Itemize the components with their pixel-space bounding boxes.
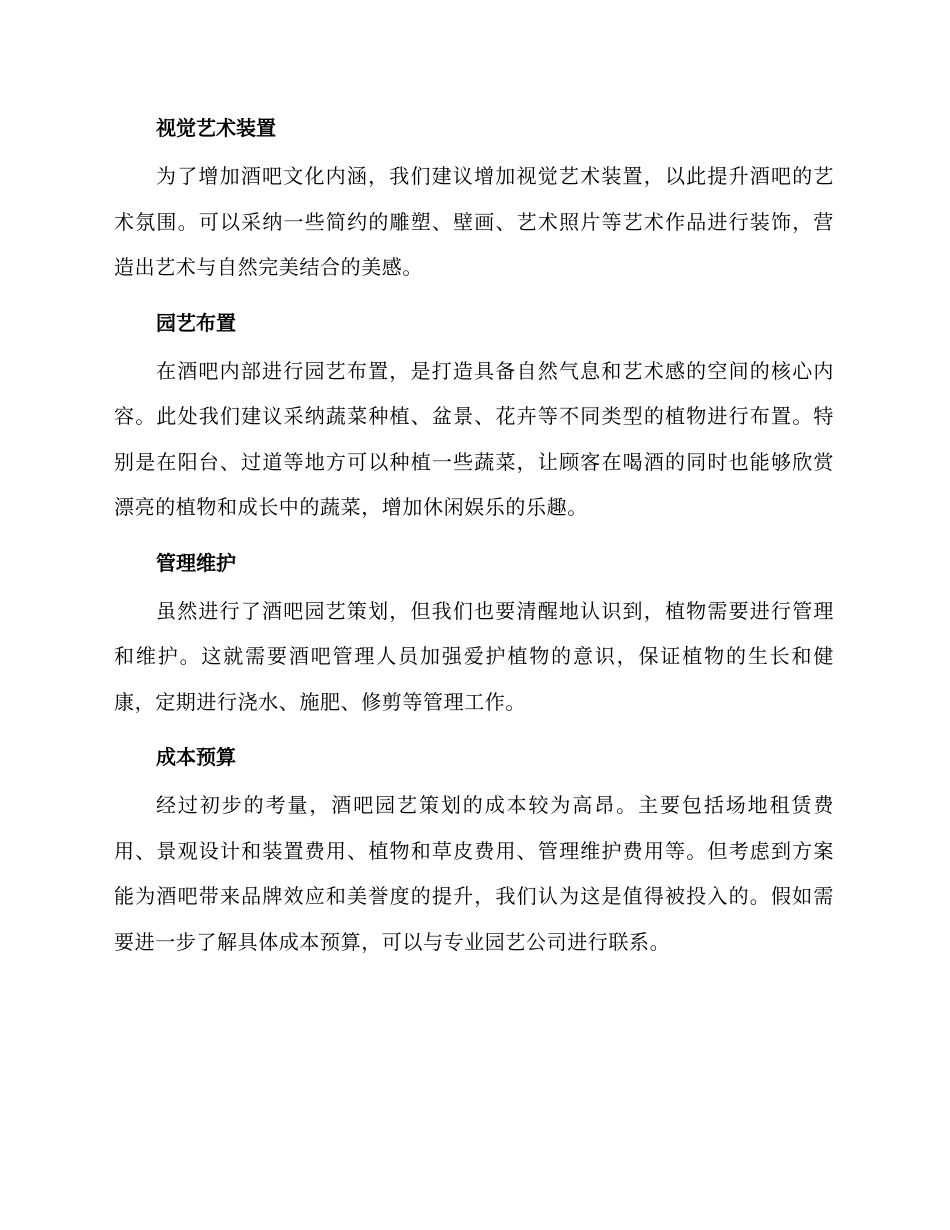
document-content: [114, 108, 834, 977]
section-heading: 管理维护: [156, 550, 236, 575]
section-gardening: [114, 303, 834, 531]
section-maintenance: [114, 543, 834, 726]
section-paragraph: 为了增加酒吧文化内涵，我们建议增加视觉艺术装置，以此提升酒吧的艺术氛围。可以采纳一些简约的雕塑、壁画、艺术照片等艺术作品进行装饰，营造出艺术与自然完美结合的美感。: [114, 164, 834, 279]
section-heading: 园艺布置: [156, 310, 236, 335]
section-heading: 视觉艺术装置: [156, 116, 276, 140]
section-paragraph: 在酒吧内部进行园艺布置，是打造具备自然气息和艺术感的空间的核心内容。此处我们建议采纳蔬菜种植、盆景、花卉等不同类型的植物进行布置。特别是在阳台、过道等地方可以种植一些蔬菜，让顾客在喝酒的同时也能够欣赏漂亮的植物和成长中的蔬菜，增加休闲娱乐的乐趣。: [114, 358, 834, 519]
section-paragraph: 虽然进行了酒吧园艺策划，但我们也要清醒地认识到，植物需要进行管理和维护。这就需要酒吧管理人员加强爱护植物的意识，保证植物的生长和健康，定期进行浇水、施肥、修剪等管理工作。: [114, 598, 834, 714]
section-budget: [114, 737, 834, 965]
section-visual-art: [114, 108, 834, 291]
section-heading: 成本预算: [156, 745, 236, 769]
section-paragraph: 经过初步的考量，酒吧园艺策划的成本较为高昂。主要包括场地租赁费用、景观设计和装置费用、植物和草皮费用、管理维护费用等。但考虑到方案能为酒吧带来品牌效应和美誉度的提升，我们认为这是值得被投入的。假如需要进一步了解具体成本预算，可以与专业园艺公司进行联系。: [114, 793, 834, 954]
